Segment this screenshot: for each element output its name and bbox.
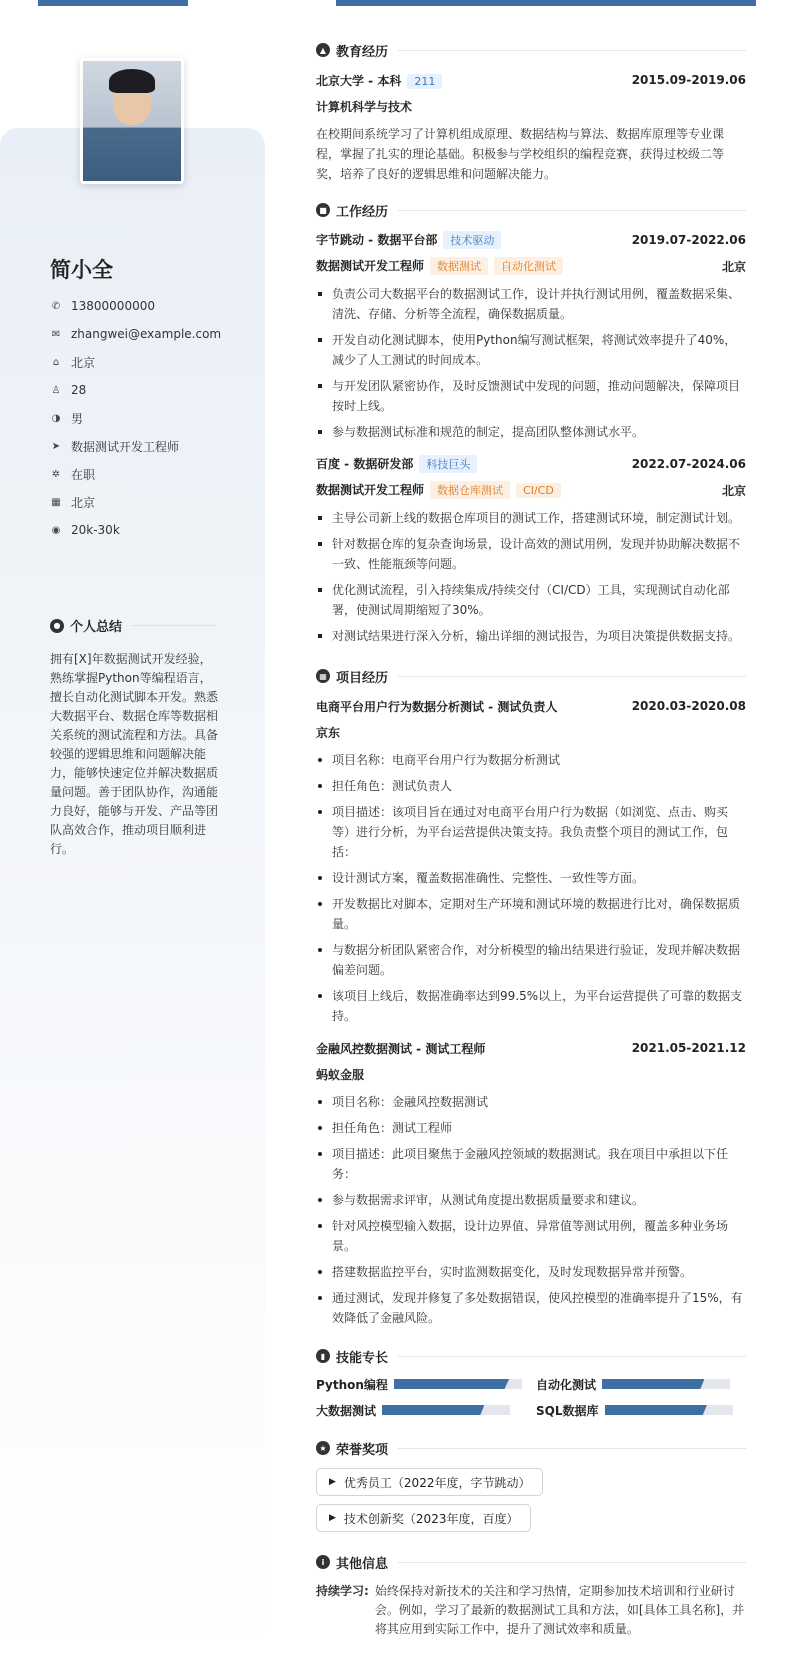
list-item: 项目名称：电商平台用户行为数据分析测试: [316, 750, 746, 770]
job-company: 字节跳动 - 数据平台部: [316, 233, 438, 247]
education-date: 2015.09-2019.06: [631, 73, 746, 87]
project-date: 2020.03-2020.08: [631, 699, 746, 713]
info-gender: [50, 404, 221, 432]
job-header: [316, 230, 746, 250]
phone-icon: ✆: [51, 300, 61, 312]
job-item: [316, 454, 746, 646]
skill-name: Python编程: [316, 1377, 388, 1392]
main-content: [316, 40, 746, 1639]
project-name: 电商平台用户行为数据分析测试 - 测试负责人: [316, 699, 558, 714]
job-city: 北京: [721, 483, 746, 498]
info-salary: [50, 516, 221, 544]
project-bullets: [316, 750, 746, 1026]
honor-text: 技术创新奖（2023年度，百度）: [343, 1511, 519, 1526]
project-name: 金融风控数据测试 - 测试工程师: [316, 1041, 486, 1056]
honor-item: [316, 1504, 531, 1532]
summary-heading: 个人总结: [70, 620, 123, 635]
divider: [398, 1448, 746, 1449]
candidate-name: 简小全: [50, 258, 113, 282]
age-icon: ♙: [51, 384, 61, 396]
divider: [398, 1562, 746, 1563]
info-position: [50, 432, 221, 460]
list-item: 主导公司新上线的数据仓库项目的测试工作，搭建测试环境，制定测试计划。: [316, 508, 746, 528]
avatar: [80, 58, 184, 184]
job-role: 数据测试开发工程师: [316, 483, 425, 497]
skill-item: [316, 1402, 536, 1418]
role-tag: CI/CD: [516, 483, 561, 498]
project-date: 2021.05-2021.12: [631, 1041, 746, 1055]
graduation-cap-icon: ▲: [316, 43, 330, 57]
skill-item: [316, 1376, 536, 1392]
job-header: [316, 454, 746, 474]
role-tag: 数据测试: [430, 257, 488, 275]
info-text: zhangwei@example.com: [71, 327, 222, 341]
other-text: 始终保持对新技术的关注和学习热情，定期参加技术培训和行业研讨会。例如，学习了最新的数据测试工具和方法，如[具体工具名称]，并将其应用到实际工作中，提升了测试效率和质量。: [374, 1584, 745, 1636]
role-tag: 自动化测试: [494, 257, 563, 275]
projects-title: [316, 666, 746, 686]
info-text: 北京: [71, 495, 96, 510]
list-item: 负责公司大数据平台的数据测试工作，设计并执行测试用例，覆盖数据采集、清洗、存储、分析等全流程，确保数据质量。: [316, 284, 746, 324]
divider: [398, 210, 746, 211]
mail-icon: ✉: [51, 328, 61, 340]
section-heading: 项目经历: [336, 670, 389, 686]
list-item: 与开发团队紧密协作，及时反馈测试中发现的问题，推动问题解决，保障项目按时上线。: [316, 376, 746, 416]
list-item: 针对数据仓库的复杂查询场景，设计高效的测试用例，发现并协助解决数据不一致、性能瓶颈等问题。: [316, 534, 746, 574]
job-date: 2022.07-2024.06: [631, 457, 746, 471]
section-heading: 其他信息: [336, 1556, 389, 1572]
skill-name: 大数据测试: [316, 1403, 377, 1418]
job-company-wrap: [316, 455, 477, 473]
section-heading: 技能专长: [336, 1350, 389, 1366]
list-item: 担任角色：测试工程师: [316, 1118, 746, 1138]
list-item: 开发数据比对脚本，定期对生产环境和测试环境的数据进行比对，确保数据质量。: [316, 894, 746, 934]
job-bullets: [316, 284, 746, 442]
info-text: 在职: [71, 467, 96, 482]
award-icon: ★: [316, 1441, 330, 1455]
skill-item: [536, 1402, 746, 1418]
top-accent-bar-right: [336, 0, 756, 6]
info-text: 数据测试开发工程师: [71, 439, 180, 454]
skill-name: SQL数据库: [536, 1403, 599, 1418]
school-tag: 211: [407, 74, 442, 89]
briefcase-icon: ■: [316, 203, 330, 217]
skill-bar-fill: [602, 1379, 704, 1389]
list-item: 项目名称：金融风控数据测试: [316, 1092, 746, 1112]
other-title: [316, 1552, 746, 1572]
info-text: 北京: [71, 355, 96, 370]
skill-name: 自动化测试: [536, 1377, 597, 1392]
company-tag: 科技巨头: [419, 455, 477, 473]
grid-icon: ▦: [316, 669, 330, 683]
triangle-right-icon: ▶: [329, 1513, 336, 1523]
project-item: [316, 1038, 746, 1328]
education-school: 北京大学 - 本科: [316, 73, 402, 88]
status-icon: ✲: [51, 468, 61, 480]
work-title: [316, 200, 746, 220]
job-city: 北京: [721, 259, 746, 274]
job-date: 2019.07-2022.06: [631, 233, 746, 247]
list-item: 项目描述：此项目聚焦于金融风控领域的数据测试。我在项目中承担以下任务：: [316, 1144, 746, 1184]
list-item: 搭建数据监控平台，实时监测数据变化，及时发现数据异常并预警。: [316, 1262, 746, 1282]
skill-item: [536, 1376, 746, 1392]
role-tag: 数据仓库测试: [430, 481, 510, 499]
info-status: [50, 460, 221, 488]
skill-bar: [382, 1405, 510, 1415]
project-item: [316, 696, 746, 1026]
job-role-row: [316, 480, 746, 500]
honors-list: [316, 1468, 746, 1540]
send-icon: ➤: [51, 440, 61, 452]
project-header: [316, 696, 746, 716]
avatar-photo: [83, 61, 181, 181]
list-item: 该项目上线后，数据准确率达到99.5%以上，为平台运营提供了可靠的数据支持。: [316, 986, 746, 1026]
divider: [398, 50, 746, 51]
info-text: 28: [71, 383, 87, 397]
job-role-wrap: [316, 257, 563, 275]
list-item: 对测试结果进行深入分析，输出详细的测试报告，为项目决策提供数据支持。: [316, 626, 746, 646]
job-role-wrap: [316, 481, 561, 499]
info-email: [50, 320, 221, 348]
contact-info-list: [50, 292, 221, 544]
summary-title: [50, 616, 216, 635]
list-item: 通过测试，发现并修复了多处数据错误，使风控模型的准确率提升了15%，有效降低了金融风险。: [316, 1288, 746, 1328]
honors-title: [316, 1438, 746, 1458]
skill-bar: [605, 1405, 733, 1415]
skills-title: [316, 1346, 746, 1366]
education-desc: 在校期间系统学习了计算机组成原理、数据结构与算法、数据库原理等专业课程，掌握了扎实的理论基础。积极参与学校组织的编程竞赛，获得过校级二等奖，培养了良好的逻辑思维和问题解决能力。: [316, 127, 725, 181]
info-text: 男: [71, 411, 84, 426]
info-text: 20k-30k: [71, 523, 120, 537]
triangle-right-icon: ▶: [329, 1477, 336, 1487]
list-item: 开发自动化测试脚本，使用Python编写测试框架，将测试效率提升了40%，减少了人工测试的时间成本。: [316, 330, 746, 370]
job-role-row: [316, 256, 746, 276]
list-item: 参与数据测试标准和规范的制定，提高团队整体测试水平。: [316, 422, 746, 442]
project-org: 蚂蚁金服: [316, 1067, 365, 1082]
section-heading: 工作经历: [336, 204, 389, 220]
list-item: 针对风控模型输入数据，设计边界值、异常值等测试用例，覆盖多种业务场景。: [316, 1216, 746, 1256]
summary-text: 拥有[X]年数据测试开发经验，熟练掌握Python等编程语言，擅长自动化测试脚本开发。熟悉大数据平台、数据仓库等数据相关系统的测试流程和方法。具备较强的逻辑思维和问题解决能力，能够快速定位并解决数据质量问题。善于团队协作，沟通能力良好，能够与开发、产品等团队高效合作，推动项目顺利进行。: [50, 652, 219, 856]
top-accent-bar-left: [38, 0, 188, 6]
info-phone: [50, 292, 221, 320]
info-work-city: [50, 488, 221, 516]
list-item: 优化测试流程，引入持续集成/持续交付（CI/CD）工具，实现测试自动化部署，使测试周期缩短了30%。: [316, 580, 746, 620]
gender-icon: ◑: [51, 412, 61, 424]
section-heading: 荣誉奖项: [336, 1442, 389, 1458]
education-header: [316, 70, 746, 90]
list-item: 担任角色：测试负责人: [316, 776, 746, 796]
honor-item: [316, 1468, 543, 1496]
job-bullets: [316, 508, 746, 646]
info-age: [50, 376, 221, 404]
skill-bar-fill: [394, 1379, 509, 1389]
info-city: [50, 348, 221, 376]
education-title: [316, 40, 746, 60]
building-icon: ▦: [51, 496, 61, 508]
project-bullets: [316, 1092, 746, 1328]
divider: [130, 625, 216, 626]
job-item: [316, 230, 746, 442]
other-info: [316, 1582, 746, 1639]
education-major: 计算机科学与技术: [316, 99, 413, 114]
company-tag: 技术驱动: [443, 231, 501, 249]
list-item: 参与数据需求评审，从测试角度提出数据质量要求和建议。: [316, 1190, 746, 1210]
info-icon: i: [316, 1555, 330, 1569]
salary-icon: ◉: [51, 524, 61, 536]
skill-bar: [602, 1379, 730, 1389]
project-header: [316, 1038, 746, 1058]
section-heading: 教育经历: [336, 44, 389, 60]
job-company-wrap: [316, 231, 501, 249]
other-label: 持续学习:: [316, 1584, 369, 1598]
skill-bar: [394, 1379, 522, 1389]
list-item: 与数据分析团队紧密合作，对分析模型的输出结果进行验证，发现并解决数据偏差问题。: [316, 940, 746, 980]
divider: [398, 1356, 746, 1357]
list-item: 项目描述：该项目旨在通过对电商平台用户行为数据（如浏览、点击、购买等）进行分析，为平台运营提供决策支持。我负责整个项目的测试工作，包括：: [316, 802, 746, 862]
home-icon: ⌂: [52, 356, 60, 368]
skills-grid: [316, 1376, 746, 1418]
divider: [398, 676, 746, 677]
project-org: 京东: [316, 725, 341, 740]
skill-bar-fill: [605, 1405, 707, 1415]
education-school-wrap: [316, 72, 442, 89]
skill-bar-fill: [382, 1405, 484, 1415]
honor-text: 优秀员工（2022年度，字节跳动）: [343, 1475, 531, 1490]
job-role: 数据测试开发工程师: [316, 259, 425, 273]
list-item: 设计测试方案，覆盖数据准确性、完整性、一致性等方面。: [316, 868, 746, 888]
job-company: 百度 - 数据研发部: [316, 457, 414, 471]
person-icon: ●: [50, 619, 64, 633]
avatar-hair: [109, 69, 155, 93]
chart-icon: ▮: [316, 1349, 330, 1363]
info-text: 13800000000: [71, 299, 155, 313]
